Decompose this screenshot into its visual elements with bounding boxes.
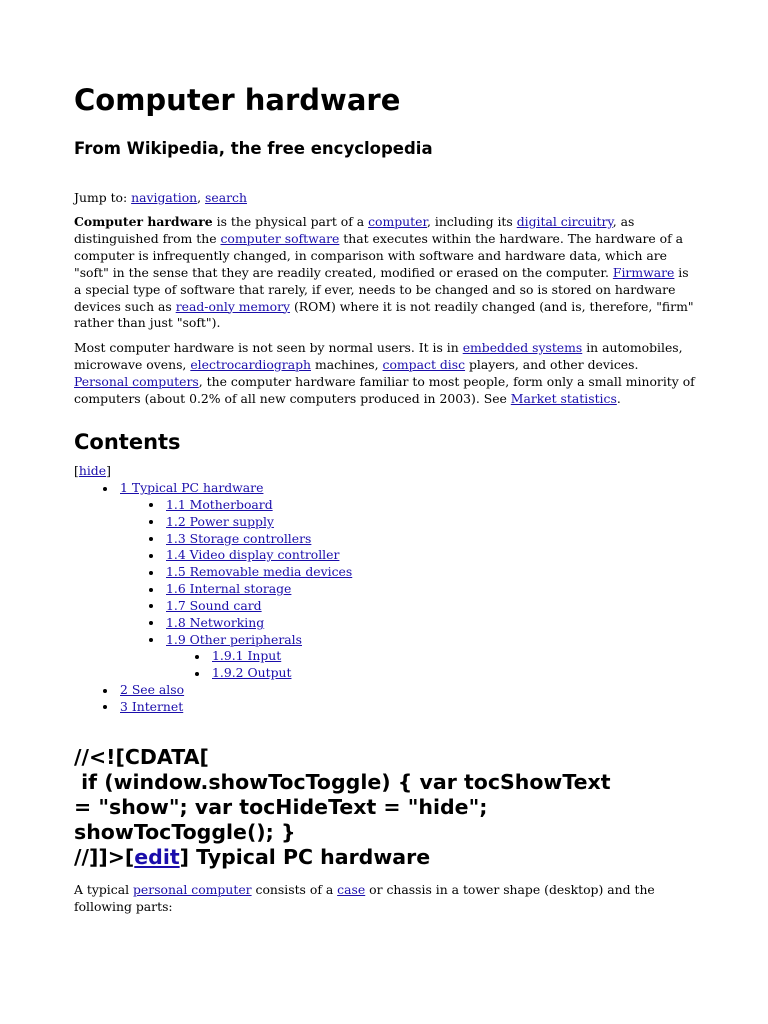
digital-circuitry-link[interactable]: digital circuitry <box>516 214 613 229</box>
toc-link[interactable]: 1.3 Storage controllers <box>166 530 312 546</box>
toc-link[interactable]: 2 See also <box>120 682 185 698</box>
toc-hide-link[interactable]: hide <box>78 463 107 478</box>
personal-computer-link[interactable]: personal computer <box>133 882 252 897</box>
toc-link[interactable]: 1.7 Sound card <box>166 597 262 613</box>
bracket: ] <box>106 463 111 478</box>
bold-term: Computer hardware <box>74 214 213 229</box>
text-span: machines, <box>311 356 383 372</box>
section-paragraph <box>74 882 696 916</box>
section-heading-typical-pc-hardware <box>74 745 704 870</box>
table-of-contents <box>74 480 352 716</box>
text-span: that executes within the hardware. The hardware of a computer is infrequently changed, in comparison with software and hardware data, which are "soft" in the sense that they are readily created, modified or erased on the computer. <box>74 230 684 280</box>
jump-to-bar <box>74 190 247 207</box>
computer-software-link[interactable]: computer software <box>220 230 340 246</box>
text-span: , the computer hardware familiar to most people, form only a small minority of computers (about 0.2% of all new computers produced in 2003). See <box>74 373 695 406</box>
firmware-link[interactable]: Firmware <box>612 264 675 280</box>
toc-link[interactable]: 1.6 Internal storage <box>166 581 292 597</box>
heading-prefix: //]]>[ <box>74 845 135 869</box>
cdata-line <box>74 845 704 870</box>
text-span: consists of a <box>251 882 338 897</box>
edit-link[interactable]: edit <box>134 845 180 869</box>
text-span: is the physical part of a <box>212 214 369 229</box>
contents-heading: Contents <box>74 430 181 454</box>
toc-link[interactable]: 1.9.1 Input <box>212 648 282 664</box>
search-link[interactable]: search <box>205 190 247 205</box>
intro-paragraph-1 <box>74 214 696 332</box>
toc-link[interactable]: 1.9.2 Output <box>212 665 292 681</box>
text-span: is a special type of software that rarely, if ever, needs to be changed and so is stored on hardware devices such as <box>74 264 689 314</box>
toc-item <box>74 598 352 615</box>
toc-toggle <box>74 463 111 480</box>
text-span: in automobiles, microwave ovens, <box>74 340 683 372</box>
jump-to-label: Jump to: <box>74 190 132 205</box>
toc-item <box>74 682 352 699</box>
case-link[interactable]: case <box>337 882 366 897</box>
text-span: , as distinguished from the <box>74 214 635 246</box>
toc-item <box>74 564 352 581</box>
toc-item <box>74 581 352 598</box>
toc-link[interactable]: 1.9 Other peripherals <box>166 631 302 647</box>
embedded-systems-link[interactable]: embedded systems <box>462 340 583 355</box>
cdata-line: //<![CDATA[ <box>74 745 209 769</box>
cdata-line: if (window.showTocToggle) { var tocShowText <box>74 770 611 794</box>
toc-link[interactable]: 3 Internet <box>120 698 184 714</box>
toc-link[interactable]: 1.1 Motherboard <box>166 496 273 512</box>
cdata-line: = "show"; var tocHideText = "hide"; <box>74 795 488 819</box>
toc-link[interactable]: 1.2 Power supply <box>166 513 274 529</box>
text-span: A typical <box>74 882 133 897</box>
toc-link[interactable]: 1.4 Video display controller <box>166 547 340 563</box>
read-only-memory-link[interactable]: read-only memory <box>175 298 291 314</box>
toc-item <box>74 480 352 497</box>
text-span: , including its <box>427 214 517 229</box>
page-title: Computer hardware <box>74 83 401 117</box>
toc-item <box>74 699 352 716</box>
toc-item <box>74 665 352 682</box>
electrocardiograph-link[interactable]: electrocardiograph <box>190 356 312 372</box>
text-span: (ROM) where it is not readily changed (and is, therefore, "firm" rather than just "soft"). <box>74 298 694 331</box>
toc-link[interactable]: 1 Typical PC hardware <box>120 480 264 495</box>
text-span: . <box>616 390 621 406</box>
toc-item <box>74 531 352 548</box>
toc-item <box>74 615 352 632</box>
market-statistics-link[interactable]: Market statistics <box>510 390 617 406</box>
bracket: [ <box>74 463 79 478</box>
text-span: or chassis in a tower shape (desktop) and the following parts: <box>74 882 655 914</box>
compact-disc-link[interactable]: compact disc <box>382 356 466 372</box>
intro-paragraph-2 <box>74 340 696 408</box>
toc-item <box>74 648 352 665</box>
toc-item <box>74 632 352 649</box>
toc-link[interactable]: 1.5 Removable media devices <box>166 564 353 580</box>
navigation-link[interactable]: navigation <box>131 190 198 205</box>
computer-link[interactable]: computer <box>368 214 428 229</box>
toc-link[interactable]: 1.8 Networking <box>166 614 265 630</box>
jump-separator: , <box>197 190 206 205</box>
cdata-line: showTocToggle(); } <box>74 820 296 844</box>
toc-item <box>74 514 352 531</box>
text-span: Most computer hardware is not seen by normal users. It is in <box>74 340 463 355</box>
personal-computers-link[interactable]: Personal computers <box>74 373 199 389</box>
page-subtitle: From Wikipedia, the free encyclopedia <box>74 139 433 158</box>
heading-text: ] Typical PC hardware <box>179 845 431 869</box>
toc-item <box>74 547 352 564</box>
text-span: players, and other devices. <box>465 356 639 372</box>
toc-item <box>74 497 352 514</box>
